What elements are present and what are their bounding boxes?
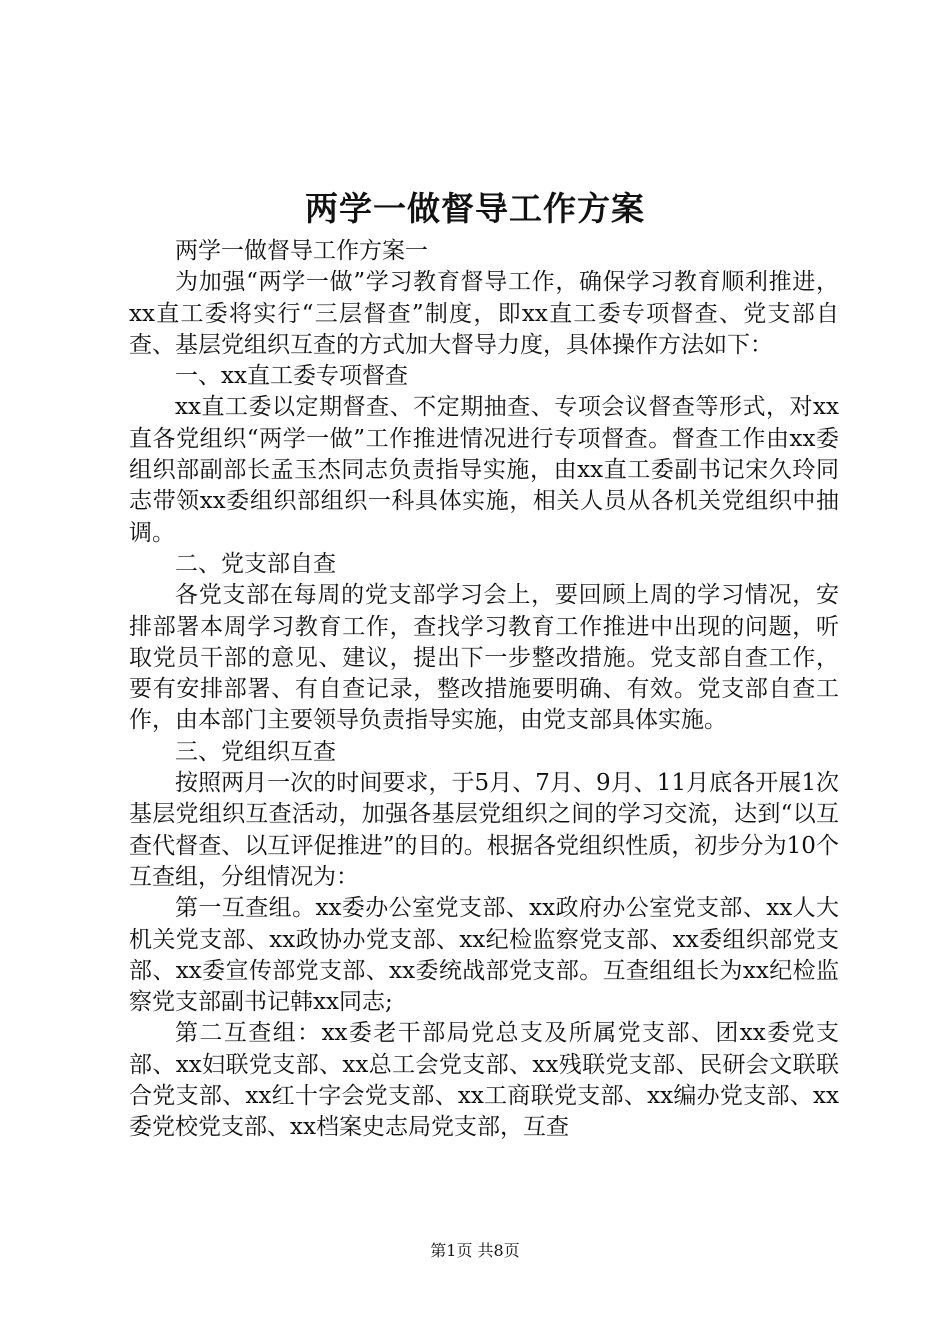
subtitle-paragraph: 两学一做督导工作方案一 [175,238,428,264]
section-heading-1: 一、xx直工委专项督查 [175,363,408,390]
page-number: 第1页 共8页 [430,1241,520,1260]
document-body [129,236,839,1144]
section-heading-3: 三、党组织互查 [175,738,336,765]
section-body-2: 各党支部在每周的党支部学习会上，要回顾上周的学习情况，安排部署本周学习教育工作，查找学习教育工作推进中出现的问题，听取党员干部的意见、建议，提出下一步整改措施。党支部自查工作，要有安排部署、有自查记录，整改措施要明确、有效。党支部自查工作，由本部门主要领导负责指导实施，由党支部具体实施。 [129,582,839,734]
group-2-paragraph: 第二互查组：xx委老干部局党总支及所属党支部、团xx委党支部、xx妇联党支部、xx总工会党支部、xx残联党支部、民研会文联联合党支部、xx红十字会党支部、xx工商联党支部、xx编办党支部、xx委党校党支部、xx档案史志局党支部，互查 [129,1020,839,1141]
group-1-paragraph: 第一互查组。xx委办公室党支部、xx政府办公室党支部、xx人大机关党支部、xx政协办党支部、xx纪检监察党支部、xx委组织部党支部、xx委宣传部党支部、xx委统战部党支部。互查组组长为xx纪检监察党支部副书记韩xx同志; [129,895,839,1016]
section-body-3: 按照两月一次的时间要求，于5月、7月、9月、11月底各开展1次基层党组织互查活动，加强各基层党组织之间的学习交流，达到“以互查代督查、以互评促推进”的目的。根据各党组织性质，初步分为10个互查组，分组情况为： [129,770,839,890]
page-title: 两学一做督导工作方案 [305,189,645,228]
intro-paragraph: 为加强“两学一做”学习教育督导工作，确保学习教育顺利推进，xx直工委将实行“三层督查”制度，即xx直工委专项督查、党支部自查、基层党组织互查的方式加大督导力度，具体操作方法如下： [129,269,839,358]
section-body-1: xx直工委以定期督查、不定期抽查、专项会议督查等形式，对xx直各党组织“两学一做”工作推进情况进行专项督查。督查工作由xx委组织部副部长孟玉杰同志负责指导实施，由xx直工委副书记宋久玲同志带领xx委组织部组织一科具体实施，相关人员从各机关党组织中抽调。 [129,394,839,546]
section-heading-2: 二、党支部自查 [175,550,336,577]
